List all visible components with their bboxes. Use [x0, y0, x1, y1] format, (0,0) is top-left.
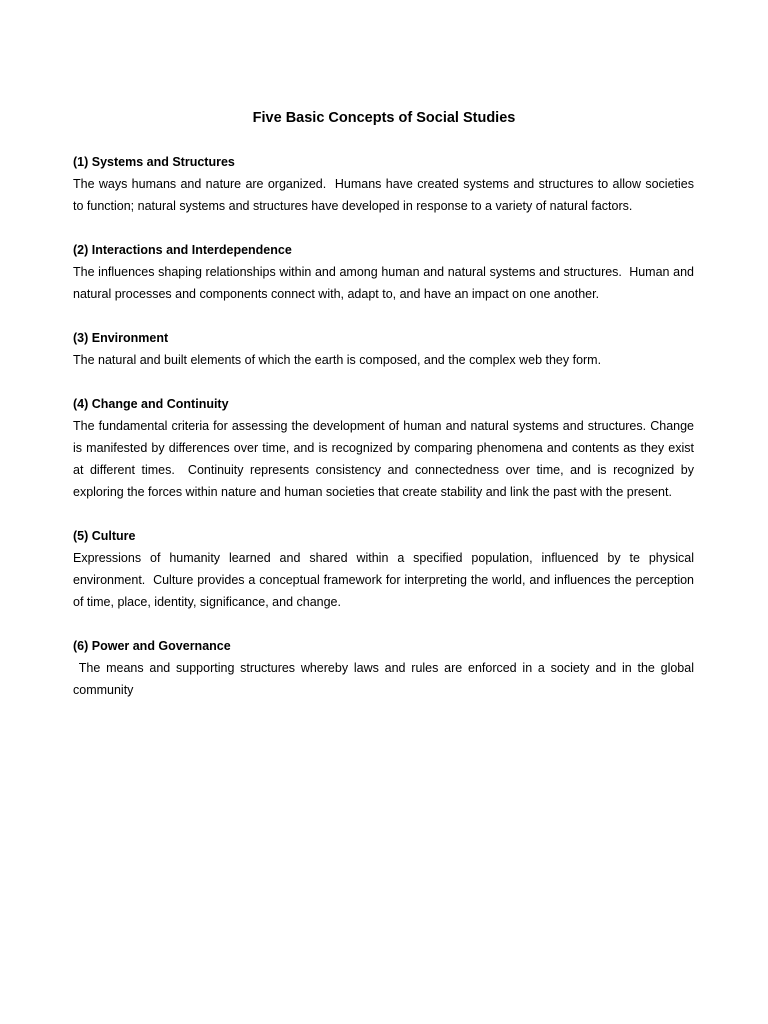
section-body: Expressions of humanity learned and shared within a specified population, influenced by te physical environment. Culture provides a conceptual framework for interpreting the world, and influences the perception of time, place, identity, significance, and change. — [73, 551, 698, 609]
section-heading: (5) Culture — [73, 529, 136, 543]
section-body: The fundamental criteria for assessing the development of human and natural systems and structures. Change is manifested by differences over time, and is recognized by comparing phenomena and contents as they exist at different times. Continuity represents consistency and connectedness over time, and is recognized by exploring the forces within nature and human societies that create stability and link the past with the present. — [73, 419, 698, 499]
document-title: Five Basic Concepts of Social Studies — [252, 110, 516, 126]
section-body: The means and supporting structures whereby laws and rules are enforced in a society and in the global community — [73, 661, 698, 697]
section-interactions-and-interdependence — [73, 239, 698, 305]
section-body: The ways humans and nature are organized. Humans have created systems and structures to allow societies to function; natural systems and structures have developed in response to a variety of natural factors. — [73, 177, 698, 213]
section-heading: (6) Power and Governance — [73, 639, 231, 653]
document-content — [73, 151, 698, 723]
section-systems-and-structures — [73, 151, 698, 217]
section-power-and-governance — [73, 635, 698, 701]
section-heading: (4) Change and Continuity — [73, 397, 229, 411]
section-culture — [73, 525, 698, 613]
section-body: The influences shaping relationships within and among human and natural systems and structures. Human and natural processes and components connect with, adapt to, and have an impact on one another. — [73, 265, 698, 301]
section-change-and-continuity — [73, 393, 698, 503]
section-body: The natural and built elements of which the earth is composed, and the complex web they form. — [73, 353, 602, 367]
section-heading: (2) Interactions and Interdependence — [73, 243, 292, 257]
section-environment — [73, 327, 694, 371]
section-heading: (3) Environment — [73, 331, 169, 345]
section-heading: (1) Systems and Structures — [73, 155, 235, 169]
